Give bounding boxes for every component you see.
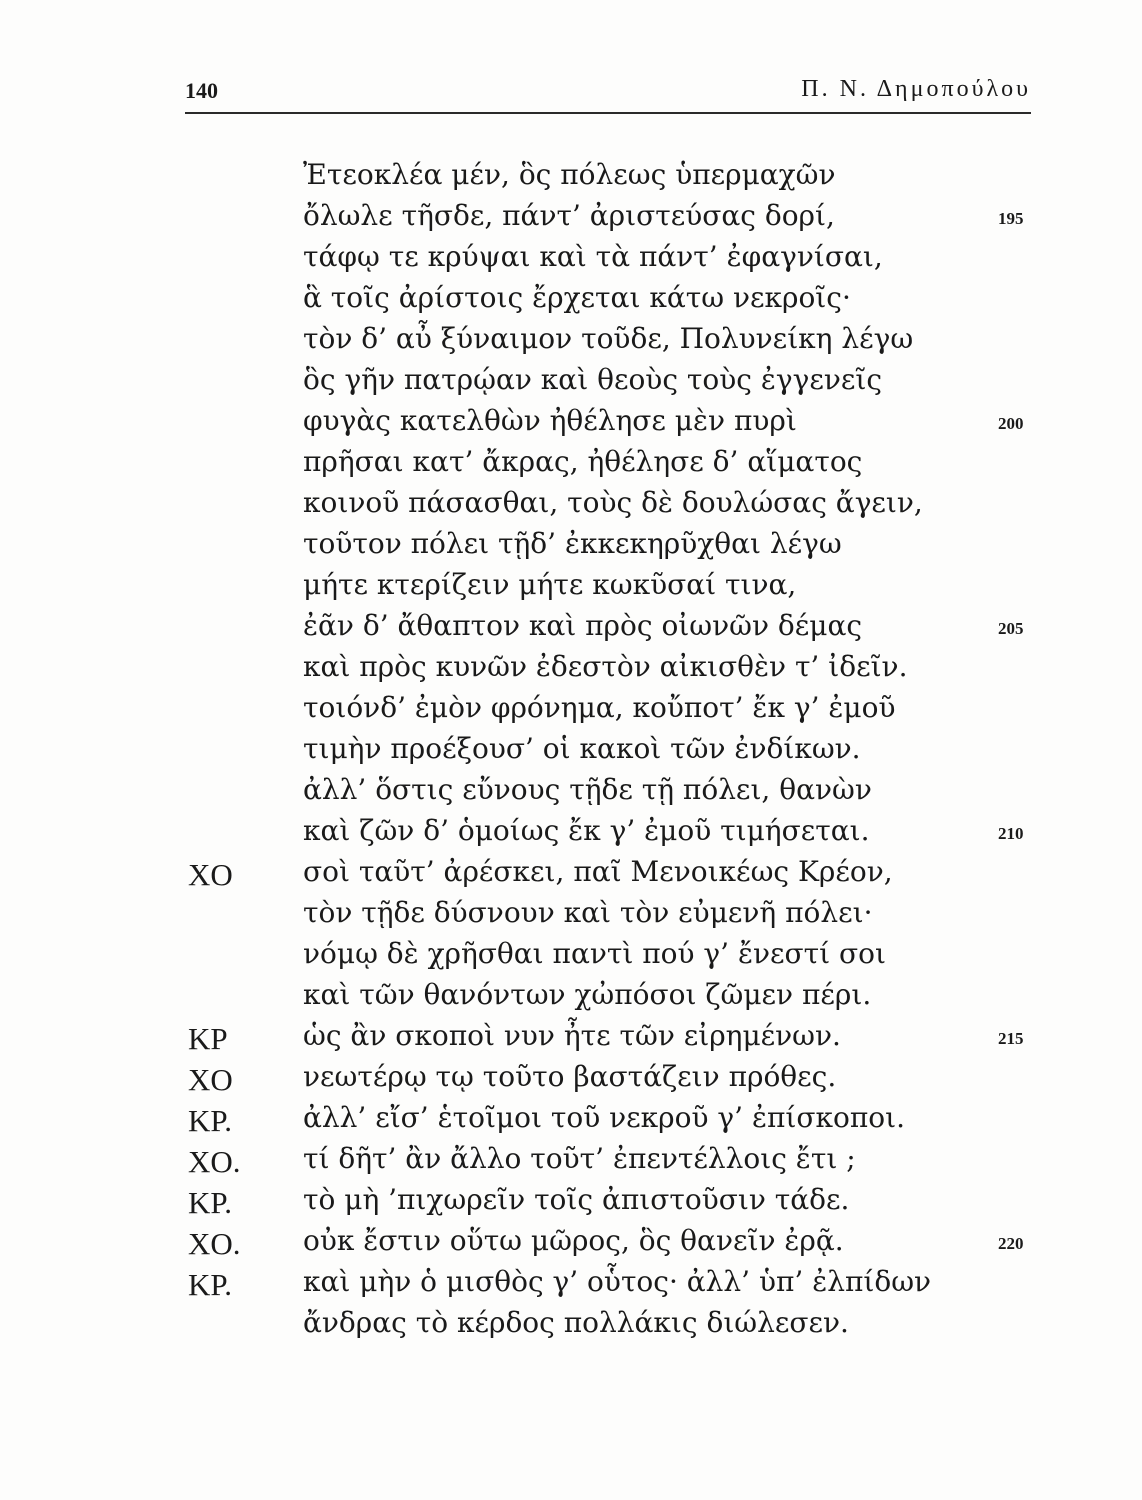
verse-text: πρῆσαι κατ’ ἄκρας, ἠθέλησε δ’ αἵματος (303, 445, 863, 478)
verse-line (0, 937, 1142, 979)
verse-text: νεωτέρῳ τῳ τοῦτο βαστάζειν πρόθες. (303, 1060, 837, 1093)
verse-text: μήτε κτερίζειν μήτε κωκῦσαί τινα, (303, 568, 797, 601)
line-number: 200 (998, 414, 1024, 433)
verse-line (0, 486, 1142, 528)
verse-line (0, 240, 1142, 282)
verse-text: ἃ τοῖς ἀρίστοις ἔρχεται κάτω νεκροῖς· (303, 281, 851, 314)
verse-line (0, 855, 1142, 897)
speaker-label: ΚΡ. (188, 1267, 232, 1302)
verse-text: φυγὰς κατελθὼν ἠθέλησε μὲν πυρὶ (303, 404, 797, 437)
line-number: 205 (998, 619, 1024, 638)
verse-text: τοιόνδ’ ἐμὸν φρόνημα, κοὔποτ’ ἔκ γ’ ἐμοῦ (303, 691, 896, 724)
speaker-label: ΚΡ (188, 1021, 228, 1056)
verse-text: τί δῆτ’ ἂν ἄλλο τοῦτ’ ἐπεντέλλοις ἔτι ; (303, 1142, 856, 1175)
speaker-label: ΚΡ. (188, 1185, 232, 1220)
verse-text: ὄλωλε τῆσδε, πάντ’ ἀριστεύσας δορί, (303, 199, 835, 232)
verse-text: σοὶ ταῦτ’ ἀρέσκει, παῖ Μενοικέως Κρέον, (303, 855, 893, 888)
verse-text: τάφῳ τε κρύψαι καὶ τὰ πάντ’ ἐφαγνίσαι, (303, 240, 883, 273)
verse-text: τὸν δ’ αὖ ξύναιμον τοῦδε, Πολυνείκη λέγω (303, 322, 914, 355)
verse-text: ὃς γῆν πατρῴαν καὶ θεοὺς τοὺς ἐγγενεῖς (303, 363, 883, 396)
verse-text: νόμῳ δὲ χρῆσθαι παντὶ πού γ’ ἔνεστί σοι (303, 937, 886, 970)
verse-text: καὶ πρὸς κυνῶν ἐδεστὸν αἰκισθὲν τ’ ἰδεῖν. (303, 650, 908, 683)
verse-line (0, 445, 1142, 487)
verse-text: οὐκ ἔστιν οὕτω μῶρος, ὃς θανεῖν ἐρᾷ. (303, 1224, 844, 1257)
verse-line (0, 527, 1142, 569)
verse-line (0, 158, 1142, 200)
verse-line (0, 281, 1142, 323)
speaker-label: ΧΟ (188, 1062, 233, 1097)
page-number: 140 (185, 78, 218, 103)
verse-text: τὸ μὴ ’πιχωρεῖν τοῖς ἀπιστοῦσιν τάδε. (303, 1183, 850, 1216)
line-number: 195 (998, 209, 1024, 228)
verse-line (0, 568, 1142, 610)
verse-line (0, 199, 1142, 241)
verse-text: τοῦτον πόλει τῇδ’ ἐκκεκηρῦχθαι λέγω (303, 527, 842, 560)
speaker-label: ΧΟ. (188, 1226, 241, 1261)
speaker-label: ΧΟ (188, 857, 233, 892)
verse-text: τὸν τῇδε δύσνουν καὶ τὸν εὐμενῆ πόλει· (303, 896, 873, 929)
verse-line (0, 1306, 1142, 1348)
verse-text: καὶ μὴν ὁ μισθὸς γ’ οὗτος· ἀλλ’ ὑπ’ ἐλπίδων (303, 1265, 932, 1298)
verse-line (0, 691, 1142, 733)
verse-line (0, 1183, 1142, 1225)
verse-line (0, 1265, 1142, 1307)
verse-line (0, 609, 1142, 651)
line-number: 220 (998, 1234, 1024, 1253)
line-number: 210 (998, 824, 1024, 843)
verse-line (0, 1142, 1142, 1184)
verse-text: ἐᾶν δ’ ἄθαπτον καὶ πρὸς οἰωνῶν δέμας (303, 609, 863, 642)
running-head: Π. Ν. Δημοπούλου (801, 76, 1031, 102)
verse-text: Ἐτεοκλέα μέν, ὃς πόλεως ὑπερμαχῶν (303, 158, 836, 191)
speaker-label: ΧΟ. (188, 1144, 241, 1179)
verse-text: τιμὴν προέξουσ’ οἱ κακοὶ τῶν ἐνδίκων. (303, 732, 861, 765)
verse-text: καὶ τῶν θανόντων χὠπόσοι ζῶμεν πέρι. (303, 978, 872, 1011)
verse-text: ἄνδρας τὸ κέρδος πολλάκις διώλεσεν. (303, 1306, 849, 1339)
verse-line (0, 732, 1142, 774)
verse-line (0, 1060, 1142, 1102)
verse-line (0, 322, 1142, 364)
verse-text: κοινοῦ πάσασθαι, τοὺς δὲ δουλώσας ἄγειν, (303, 486, 923, 519)
verse-text: ἀλλ’ ὅστις εὔνους τῇδε τῇ πόλει, θανὼν (303, 773, 872, 806)
verse-line (0, 814, 1142, 856)
verse-line (0, 978, 1142, 1020)
verse-line (0, 1101, 1142, 1143)
page-header (185, 72, 1031, 114)
line-number: 215 (998, 1029, 1024, 1048)
speaker-label: ΚΡ. (188, 1103, 232, 1138)
verse-line (0, 773, 1142, 815)
verse-line (0, 1019, 1142, 1061)
verse-text: καὶ ζῶν δ’ ὁμοίως ἔκ γ’ ἐμοῦ τιμήσεται. (303, 814, 870, 847)
verse-line (0, 404, 1142, 446)
verse-line (0, 896, 1142, 938)
verse-line (0, 1224, 1142, 1266)
verse-line (0, 650, 1142, 692)
verse-line (0, 363, 1142, 405)
verse-text: ἀλλ’ εἴσ’ ἑτοῖμοι τοῦ νεκροῦ γ’ ἐπίσκοποι. (303, 1101, 905, 1134)
verse-text: ὡς ἂν σκοποὶ νυν ἦτε τῶν εἰρημένων. (303, 1019, 841, 1052)
